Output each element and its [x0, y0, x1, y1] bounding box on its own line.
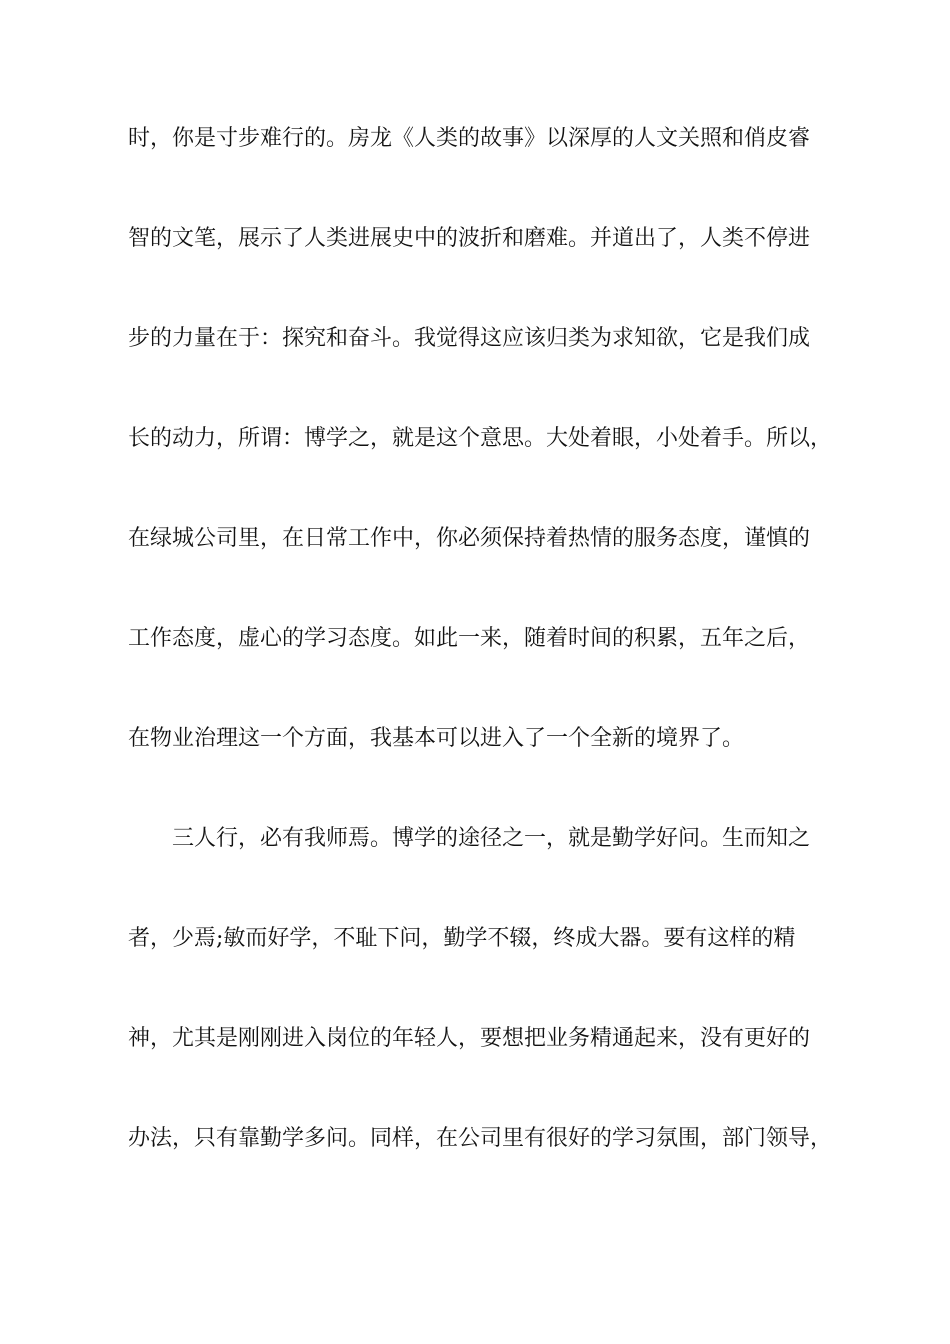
text-line: 长的动力，所谓：博学之，就是这个意思。大处着眼，小处着手。所以，: [128, 426, 833, 451]
text-line: 神，尤其是刚刚进入岗位的年轻人，要想把业务精通起来，没有更好的: [128, 1026, 811, 1051]
text-line: 智的文笔，展示了人类进展史中的波折和磨难。并道出了，人类不停进: [128, 226, 811, 251]
text-line: 工作态度，虚心的学习态度。如此一来，随着时间的积累，五年之后，: [128, 626, 811, 651]
paragraph-first-line: 三人行，必有我师焉。博学的途径之一，就是勤学好问。生而知之: [172, 826, 811, 851]
text-line: 者，少焉;敏而好学，不耻下问，勤学不辍，终成大器。要有这样的精: [128, 926, 796, 951]
text-line: 在绿城公司里，在日常工作中，你必须保持着热情的服务态度，谨慎的: [128, 526, 811, 551]
text-line: 步的力量在于：探究和奋斗。我觉得这应该归类为求知欲，它是我们成: [128, 326, 811, 351]
text-line: 办法，只有靠勤学多问。同样，在公司里有很好的学习氛围，部门领导，: [128, 1126, 833, 1151]
text-line: 时，你是寸步难行的。房龙《人类的故事》以深厚的人文关照和俏皮睿: [128, 126, 811, 151]
text-line: 在物业治理这一个方面，我基本可以进入了一个全新的境界了。: [128, 726, 745, 751]
